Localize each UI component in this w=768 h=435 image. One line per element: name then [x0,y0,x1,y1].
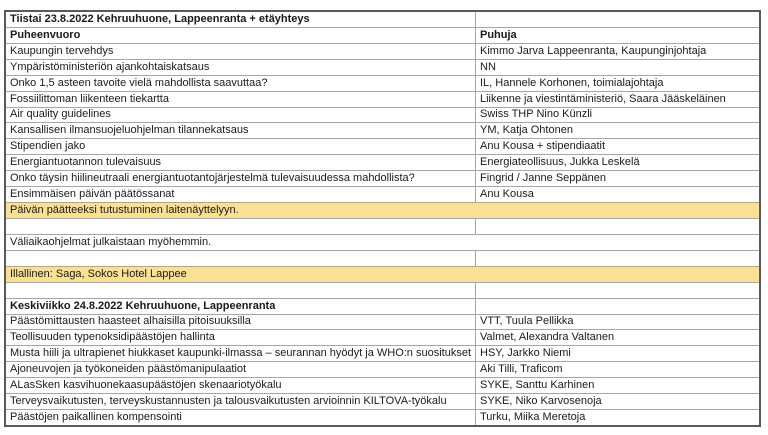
table-row [6,122,759,138]
topic-cell: Keskiviikko 24.8.2022 Kehruuhuone, Lappeenranta [6,299,476,314]
topic-cell: Onko täysin hiilineutraali energiantuotantojärjestelmä tulevaisuudessa mahdollista? [6,171,476,186]
table-row [6,377,759,393]
table-row [6,314,759,330]
speaker-cell: Energiateollisuus, Jukka Leskelä [480,156,640,169]
topic-cell: Energiantuotannon tulevaisuus [6,155,476,170]
speaker-cell: Anu Kousa + stipendiaatit [480,140,606,153]
table-row [6,393,759,409]
speaker-cell [476,251,759,266]
speaker-cell [476,219,759,234]
table-row [6,234,759,250]
speaker-cell: SYKE, Santtu Karhinen [480,379,595,392]
topic-cell: Stipendien jako [6,139,476,154]
speaker-cell: Valmet, Alexandra Valtanen [480,331,615,344]
topic-cell: Teollisuuden typenoksidipäästöjen hallinta [6,330,476,345]
speaker-cell: HSY, Jarkko Niemi [480,347,571,360]
table-row [6,186,759,202]
speaker-cell: Fingrid / Janne Seppänen [480,172,606,185]
topic-cell [6,283,476,298]
table-row [6,329,759,345]
topic-cell: Terveysvaikutusten, terveyskustannusten ja talousvaikutusten arvioinnin KILTOVA-työkalu [6,394,476,409]
topic-cell: Tiistai 23.8.2022 Kehruuhuone, Lappeenranta + etäyhteys [6,12,476,27]
speaker-cell: Liikenne ja viestintäministeriö, Saara Jääskeläinen [480,92,726,105]
speaker-cell: YM, Katja Ohtonen [480,124,573,137]
highlight-row [6,266,759,282]
highlight-row [6,202,759,218]
topic-cell: Päästömittausten haasteet alhaisilla pitoisuuksilla [6,315,476,330]
topic-cell: Päästöjen paikallinen kompensointi [6,410,476,425]
speaker-cell: Turku, Miika Meretoja [480,411,586,423]
speaker-cell [476,299,759,314]
table-row [6,409,759,425]
topic-cell: Ympäristöministeriön ajankohtaiskatsaus [6,60,476,75]
agenda-table [4,10,761,427]
topic-cell: Onko 1,5 asteen tavoite vielä mahdollista saavuttaa? [6,76,476,91]
note-cell: Päivän päätteeksi tutustuminen laitenäyttelyyn. [10,204,239,217]
topic-cell: Kansallisen ilmansuojeluohjelman tilannekatsaus [6,123,476,138]
table-row [6,154,759,170]
table-row [6,250,759,266]
topic-cell: Musta hiili ja ultrapienet hiukkaset kaupunki-ilmassa – seurannan hyödyt ja WHO:n suositukset [6,346,476,361]
table-row [6,107,759,123]
topic-cell: Fossiilittoman liikenteen tiekartta [6,92,476,107]
table-row [6,218,759,234]
table-row [6,170,759,186]
table-row [6,59,759,75]
speaker-cell: Aki Tilli, Traficom [480,363,563,376]
section-header-row [6,12,759,27]
table-row [6,345,759,361]
topic-cell [6,219,476,234]
speaker-cell: Kimmo Jarva Lappeenranta, Kaupunginjohtaja [480,44,707,57]
speaker-cell: Anu Kousa [480,188,534,201]
speaker-cell [476,283,759,298]
table-row [6,361,759,377]
speaker-cell: IL, Hannele Korhonen, toimialajohtaja [480,76,664,89]
table-row [6,75,759,91]
topic-cell: Ensimmäisen päivän päätössanat [6,187,476,202]
topic-cell: Air quality guidelines [6,108,476,123]
topic-cell: ALasSken kasvihuonekaasupäästöjen skenaariotyökalu [6,378,476,393]
table-row [6,138,759,154]
table-row [6,43,759,59]
topic-cell: Puheenvuoro [6,28,476,43]
section-header-row [6,298,759,314]
speaker-cell: Swiss THP Nino Künzli [480,108,593,121]
speaker-cell: SYKE, Niko Karvosenoja [480,395,602,408]
speaker-cell: Puhuja [480,28,517,41]
topic-cell: Ajoneuvojen ja työkoneiden päästömanipulaatiot [6,362,476,377]
section-header-row [6,27,759,43]
topic-cell [6,251,476,266]
table-row [6,91,759,107]
table-row [6,282,759,298]
speaker-cell: VTT, Tuula Pellikka [480,315,574,328]
speaker-cell: NN [480,60,496,73]
speaker-cell [476,12,759,27]
note-cell: Illallinen: Saga, Sokos Hotel Lappee [10,267,187,280]
note-cell: Väliaikaohjelmat julkaistaan myöhemmin. [10,235,212,248]
topic-cell: Kaupungin tervehdys [6,44,476,59]
